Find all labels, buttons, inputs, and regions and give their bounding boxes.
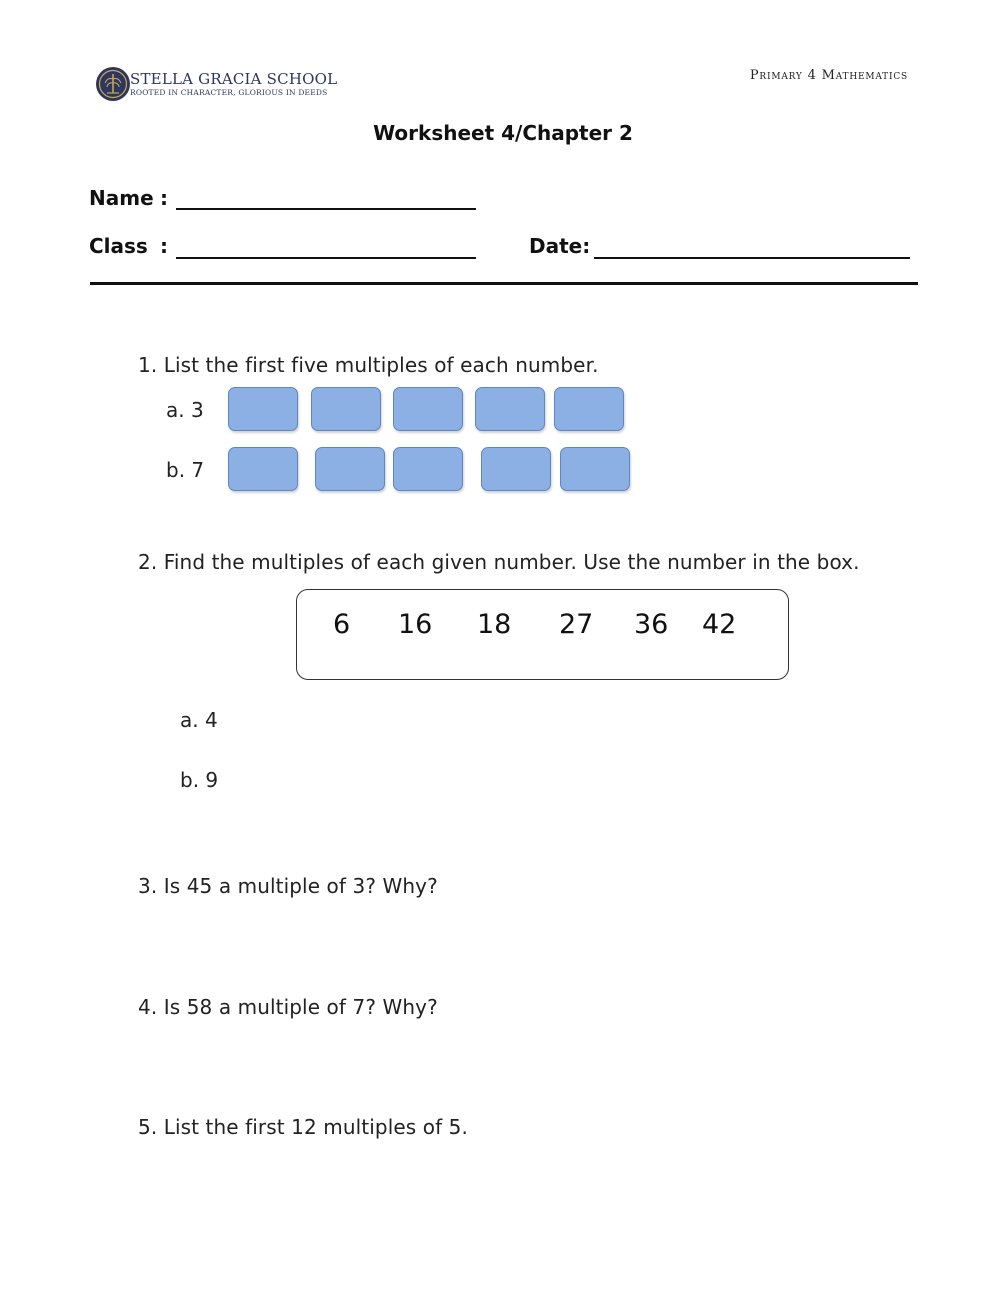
class-label: Class bbox=[89, 234, 148, 258]
answer-box-1b-5[interactable] bbox=[560, 447, 630, 491]
answer-box-1a-2[interactable] bbox=[311, 387, 381, 431]
question-2b-label: b. 9 bbox=[180, 768, 219, 792]
question-1b-label: b. 7 bbox=[166, 458, 205, 482]
question-4: 4. Is 58 a multiple of 7? Why? bbox=[138, 995, 438, 1019]
answer-box-1a-3[interactable] bbox=[393, 387, 463, 431]
question-1: 1. List the first five multiples of each number. bbox=[138, 353, 599, 377]
header-subject: Primary 4 Mathematics bbox=[749, 68, 908, 83]
number-box-item: 27 bbox=[559, 609, 594, 640]
answer-box-1a-4[interactable] bbox=[475, 387, 545, 431]
question-2: 2. Find the multiples of each given number. Use the number in the box. bbox=[138, 550, 860, 574]
number-box-item: 18 bbox=[477, 609, 512, 640]
answer-box-1b-2[interactable] bbox=[315, 447, 385, 491]
answer-box-1b-1[interactable] bbox=[228, 447, 298, 491]
question-2a-label: a. 4 bbox=[180, 708, 218, 732]
header-divider bbox=[90, 282, 918, 285]
worksheet-title: Worksheet 4/Chapter 2 bbox=[373, 121, 633, 145]
school-name: STELLA GRACIA SCHOOL bbox=[130, 70, 338, 88]
answer-box-1b-3[interactable] bbox=[393, 447, 463, 491]
school-seal-icon bbox=[95, 66, 131, 102]
name-field[interactable] bbox=[176, 208, 476, 210]
answer-box-1b-4[interactable] bbox=[481, 447, 551, 491]
name-label: Name bbox=[89, 186, 154, 210]
date-field[interactable] bbox=[594, 257, 910, 259]
number-box-item: 16 bbox=[398, 609, 433, 640]
question-3: 3. Is 45 a multiple of 3? Why? bbox=[138, 874, 438, 898]
question-1a-label: a. 3 bbox=[166, 398, 204, 422]
number-box-item: 36 bbox=[634, 609, 669, 640]
school-logo bbox=[95, 66, 338, 106]
class-colon: : bbox=[160, 234, 168, 258]
school-motto: ROOTED IN CHARACTER, GLORIOUS IN DEEDS bbox=[130, 88, 328, 97]
question-5: 5. List the first 12 multiples of 5. bbox=[138, 1115, 468, 1139]
date-label: Date: bbox=[529, 234, 591, 258]
class-field[interactable] bbox=[176, 257, 476, 259]
number-box-item: 6 bbox=[333, 609, 351, 640]
name-colon: : bbox=[160, 186, 168, 210]
answer-box-1a-5[interactable] bbox=[554, 387, 624, 431]
number-box-item: 42 bbox=[702, 609, 737, 640]
answer-box-1a-1[interactable] bbox=[228, 387, 298, 431]
